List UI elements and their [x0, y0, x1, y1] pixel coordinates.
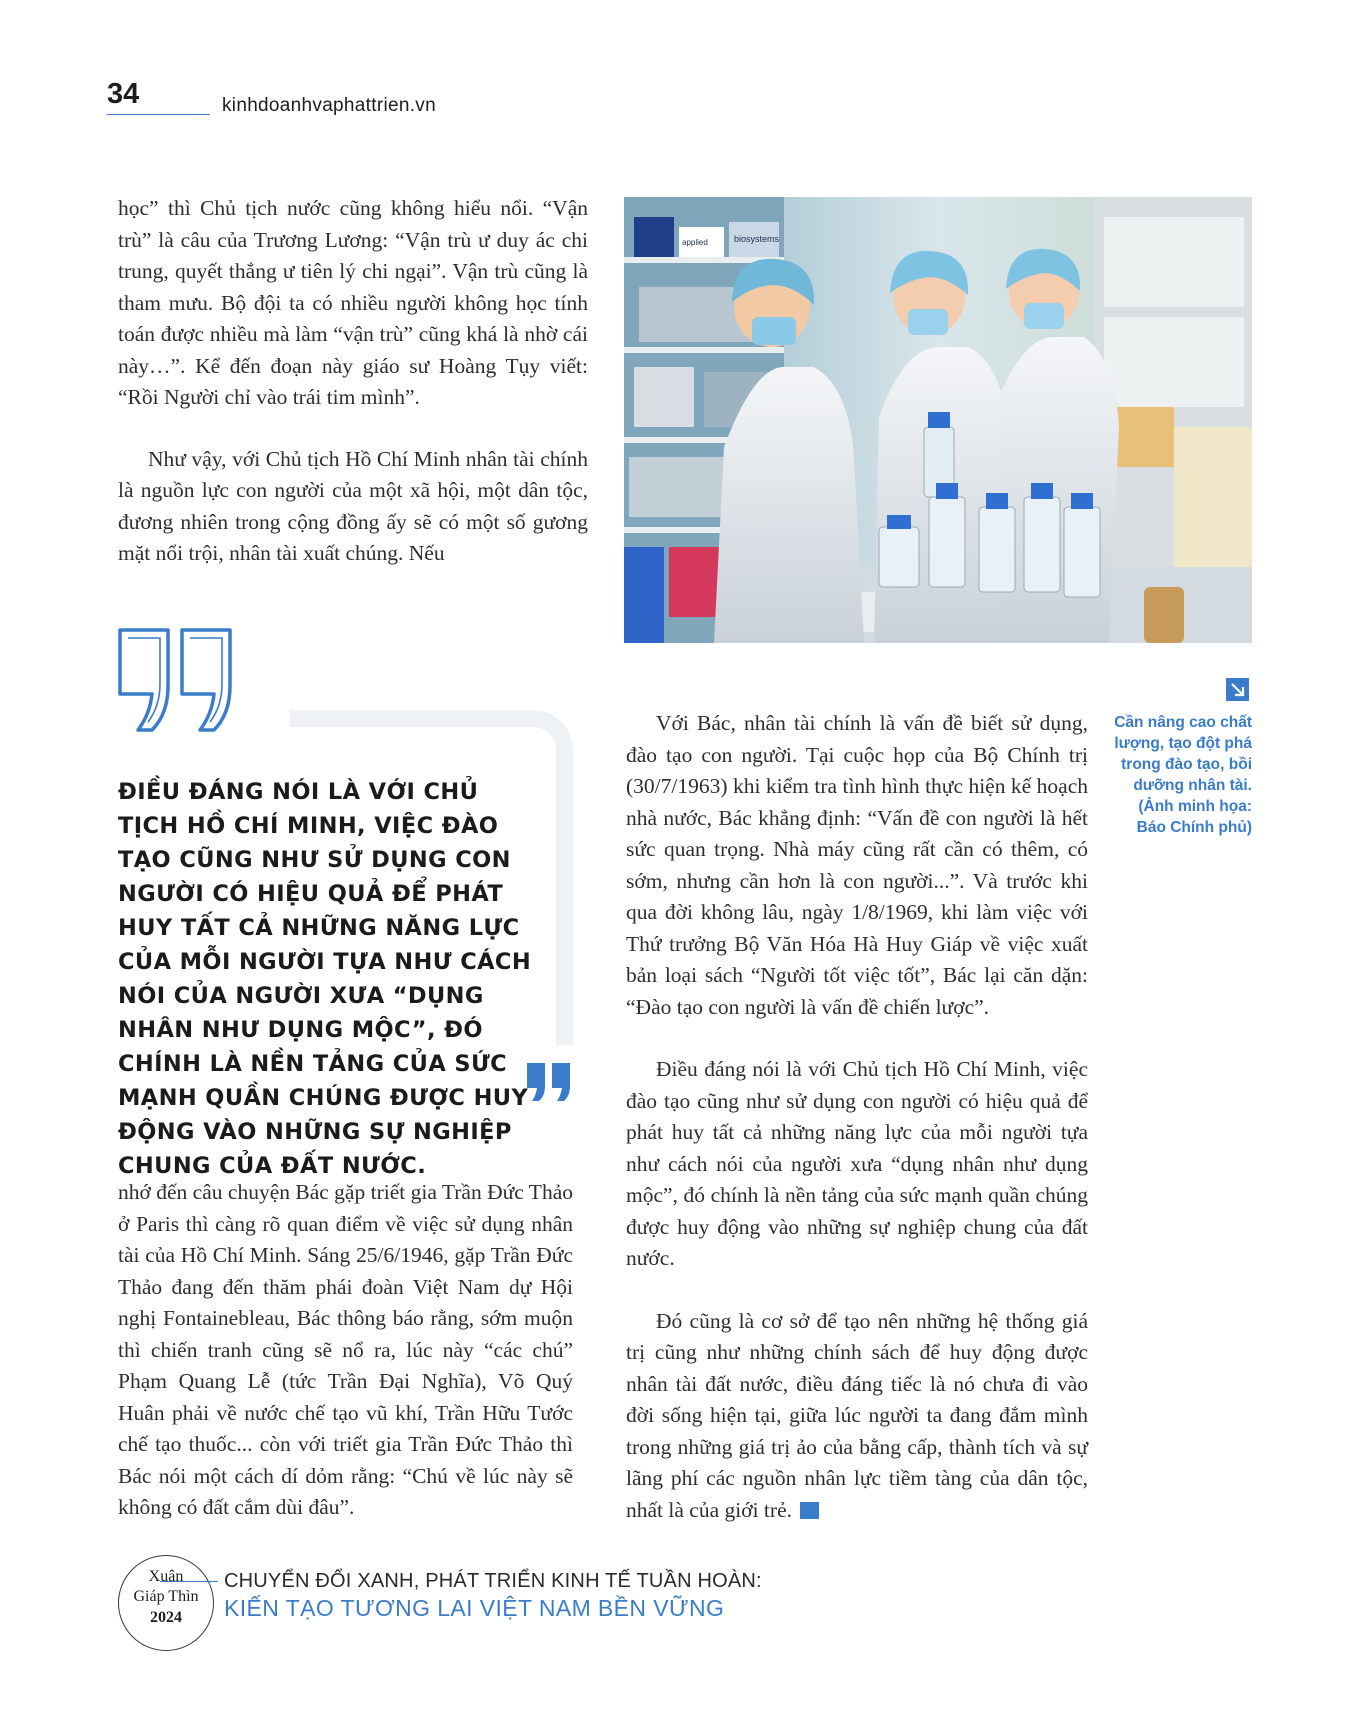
paragraph: Điều đáng nói là với Chủ tịch Hồ Chí Minh, việc đào tạo cũng như sử dụng con người có hiệu quả để phát huy tất cả những năng lực của mỗi người tựa như cách nói của người xưa “dụng nhân như dụng mộc”, đó chính là nền tảng của sức mạnh quần chúng được huy động vào những sự nghiệp chung của đất nước.	[626, 1057, 1088, 1270]
footer-rule	[160, 1581, 218, 1582]
paragraph: nhớ đến câu chuyện Bác gặp triết gia Trần Đức Thảo ở Paris thì càng rõ quan điểm về việc sử dụng nhân tài của Hồ Chí Minh. Sáng 25/6/1946, gặp Trần Đức Thảo đang đến thăm phái đoàn Việt Nam dự Hội nghị Fontainebleau, Bác thông báo rằng, sớm muộn thì chiến tranh cũng sẽ nổ ra, lúc này “các chú” Phạm Quang Lễ (tức Trần Đại Nghĩa), Võ Quý Huân phải về nước chế tạo vũ khí, Trần Hữu Tước chế tạo thuốc... còn với triết gia Trần Đức Thảo thì Bác nói một cách dí dỏm rằng: “Chú về lúc này sẽ không có đất cắm dùi đâu”.	[118, 1180, 573, 1519]
lab-photo	[624, 197, 1252, 643]
column1-bottom	[118, 1177, 573, 1524]
open-quote-icon	[114, 628, 240, 739]
paragraph: học” thì Chủ tịch nước cũng không hiểu nổi. “Vận trù” là câu của Trương Lương: “Vận trù ư duy ác chi trung, quyết thắng ư tiên lý chi ngại”. Vận trù cũng là tham mưu. Bộ đội ta có nhiều người không học tính toán được nhiều mà làm “vận trù” cũng khá là nhờ cái này…”. Kể đến đoạn này giáo sư Hoàng Tụy viết: “Rồi Người chỉ vào trái tim mình”.	[118, 196, 588, 409]
year-badge	[118, 1555, 214, 1651]
paragraph-text: Đó cũng là cơ sở để tạo nên những hệ thống giá trị cũng như những chính sách để huy động được nhân tài đất nước, điều đáng tiếc là nó chưa đi vào đời sống hiện tại, giữa lúc người ta đang đắm mình trong những giá trị ảo của bằng cấp, thành tích và sự lãng phí các nguồn nhân lực tiềm tàng của dân tộc, nhất là của giới trẻ.	[626, 1308, 1088, 1522]
badge-line: Xuân	[148, 1568, 184, 1585]
page-number: 34	[107, 78, 140, 110]
footer-title-line2: KIẾN TẠO TƯƠNG LAI VIỆT NAM BỀN VỮNG	[224, 1595, 725, 1621]
end-mark-icon	[800, 1502, 819, 1519]
footer-title-line1: CHUYỂN ĐỔI XANH, PHÁT TRIỂN KINH TẾ TUẦN HOÀN:	[224, 1570, 762, 1592]
photo-caption: Cần nâng cao chất lượng, tạo đột phá trong đào tạo, bồi dưỡng nhân tài. (Ảnh minh họa: Báo Chính phủ)	[1114, 714, 1252, 836]
paragraph: Như vậy, với Chủ tịch Hồ Chí Minh nhân tài chính là nguồn lực con người của một xã hội, một dân tộc, đương nhiên trong cộng đồng ấy sẽ có một số gương mặt nổi trội, nhân tài xuất chúng. Nếu	[118, 446, 588, 565]
column2	[626, 708, 1088, 1526]
badge-year: 2024	[150, 1609, 182, 1626]
close-quote-icon	[526, 1062, 572, 1107]
paragraph: Với Bác, nhân tài chính là vấn đề biết sử dụng, đào tạo con người. Tại cuộc họp của Bộ Chính trị (30/7/1963) khi kiểm tra tình hình thực hiện kế hoạch nhà nước, Bác khẳng định: “Vấn đề con người là hết sức quan trọng. Nhà máy cũng rất cần có thêm, có sớm, nhưng cần hơn là con người...”. Và trước khi qua đời không lâu, ngày 1/8/1969, khi làm việc với Thứ trưởng Bộ Văn Hóa Hà Huy Giáp về việc xuất bản loại sách “Người tốt việc tốt”, Bác lại căn dặn: “Đào tạo con người là vấn đề chiến lược”.	[626, 711, 1088, 1019]
paragraph-last	[626, 1306, 1088, 1527]
box-label: biosystems	[734, 234, 780, 244]
page-number-rule	[107, 114, 210, 115]
box-label: applied	[682, 238, 708, 247]
site-name: kinhdoanhvaphattrien.vn	[222, 95, 436, 116]
badge-line: Giáp Thìn	[133, 1588, 199, 1605]
arrow-icon	[1226, 678, 1249, 701]
pull-quote: ĐIỀU ĐÁNG NÓI LÀ VỚI CHỦ TỊCH HỒ CHÍ MINH, VIỆC ĐÀO TẠO CŨNG NHƯ SỬ DỤNG CON NGƯỜI CÓ HIỆU QUẢ ĐỂ PHÁT HUY TẤT CẢ NHỮNG NĂNG LỰC CỦA MỖI NGƯỜI TỰA NHƯ CÁCH NÓI CỦA NGƯỜI XƯA “DỤNG NHÂN NHƯ DỤNG MỘC”, ĐÓ CHÍNH LÀ NỀN TẢNG CỦA SỨC MẠNH QUẦN CHÚNG ĐƯỢC HUY ĐỘNG VÀO NHỮNG SỰ NGHIỆP CHUNG CỦA ĐẤT NƯỚC.	[118, 779, 532, 1179]
column1-top	[118, 193, 588, 570]
